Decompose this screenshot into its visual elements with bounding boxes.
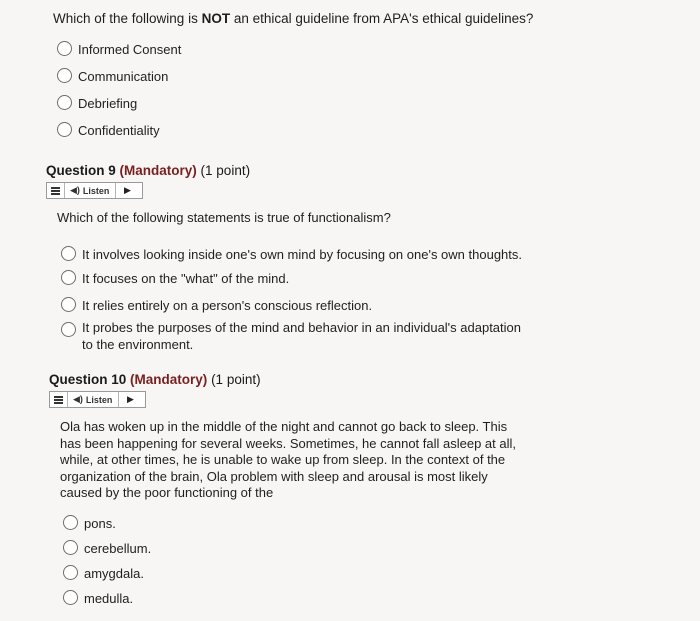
- option-label: It involves looking inside one's own mind by focusing on one's own thoughts.: [82, 247, 523, 262]
- question-8-prompt: [53, 11, 533, 26]
- radio-empty-icon[interactable]: [57, 68, 72, 83]
- radio-empty-icon[interactable]: [57, 41, 72, 56]
- q9-option-3[interactable]: [61, 297, 372, 314]
- q9-option-2[interactable]: [61, 270, 289, 287]
- q8-option-2[interactable]: [57, 68, 168, 85]
- listen-button[interactable]: [65, 183, 116, 198]
- play-icon[interactable]: ▶: [126, 394, 134, 404]
- listen-button[interactable]: [68, 392, 119, 407]
- q10-option-2[interactable]: [63, 540, 151, 557]
- radio-empty-icon[interactable]: [63, 515, 78, 530]
- radio-empty-icon[interactable]: [57, 122, 72, 137]
- q10-option-3[interactable]: [63, 565, 144, 582]
- option-label: Debriefing: [78, 96, 138, 111]
- q9-option-1[interactable]: [61, 246, 522, 263]
- option-label: It focuses on the "what" of the mind.: [82, 271, 290, 286]
- prompt-text: an ethical guideline from APA's ethical guidelines?: [230, 11, 534, 26]
- option-label: Communication: [78, 69, 169, 84]
- radio-empty-icon[interactable]: [63, 565, 78, 580]
- listen-toolbar-q9: [46, 182, 143, 199]
- q10-option-4[interactable]: [63, 590, 133, 607]
- question-10-header: [49, 372, 261, 387]
- q8-option-1[interactable]: [57, 41, 181, 58]
- option-label: Confidentiality: [78, 123, 160, 138]
- radio-empty-icon[interactable]: [57, 95, 72, 110]
- prompt-text: Which of the following is: [53, 11, 202, 26]
- points-label: (1 point): [200, 163, 251, 178]
- speaker-icon: ◀): [73, 394, 83, 404]
- listen-toolbar-q10: [49, 391, 146, 408]
- listen-label: Listen: [82, 185, 110, 196]
- listen-label: Listen: [85, 394, 113, 405]
- question-10-prompt: Ola has woken up in the middle of the night and cannot go back to sleep. This has been happening for several weeks. Sometimes, he cannot fall asleep at all, while, at other times, he is unable to wake up from sleep. In the context of the organization of the brain, Ola problem with sleep and arousal is most likely caused by the poor functioning of the: [60, 419, 516, 501]
- option-label: medulla.: [84, 591, 134, 606]
- radio-empty-icon[interactable]: [61, 270, 76, 285]
- q8-option-4[interactable]: [57, 122, 160, 139]
- q9-option-4[interactable]: [61, 319, 521, 353]
- option-label: pons.: [84, 516, 116, 531]
- radio-empty-icon[interactable]: [61, 246, 76, 261]
- question-9-prompt: Which of the following statements is true of functionalism?: [57, 210, 391, 225]
- option-label: amygdala.: [84, 566, 144, 581]
- hamburger-menu-icon[interactable]: [47, 183, 65, 198]
- radio-empty-icon[interactable]: [63, 590, 78, 605]
- mandatory-label: (Mandatory): [130, 372, 208, 387]
- radio-empty-icon[interactable]: [61, 297, 76, 312]
- points-label: (1 point): [211, 372, 261, 387]
- radio-empty-icon[interactable]: [61, 322, 76, 337]
- option-label: cerebellum.: [84, 541, 152, 556]
- radio-empty-icon[interactable]: [63, 540, 78, 555]
- q10-option-1[interactable]: [63, 515, 116, 532]
- prompt-emphasis: NOT: [201, 11, 231, 26]
- option-label: It relies entirely on a person's conscious reflection.: [82, 298, 373, 313]
- speaker-icon: ◀): [70, 185, 80, 195]
- play-icon[interactable]: ▶: [123, 185, 131, 195]
- q8-option-3[interactable]: [57, 95, 137, 112]
- mandatory-label: (Mandatory): [119, 163, 197, 178]
- question-9-header: [46, 163, 250, 178]
- question-title: Question 10: [49, 372, 127, 387]
- option-label: It probes the purposes of the mind and behavior in an individual's adaptation to the environment.: [82, 320, 521, 352]
- question-title: Question 9: [46, 163, 116, 178]
- option-label: Informed Consent: [78, 42, 182, 57]
- hamburger-menu-icon[interactable]: [50, 392, 68, 407]
